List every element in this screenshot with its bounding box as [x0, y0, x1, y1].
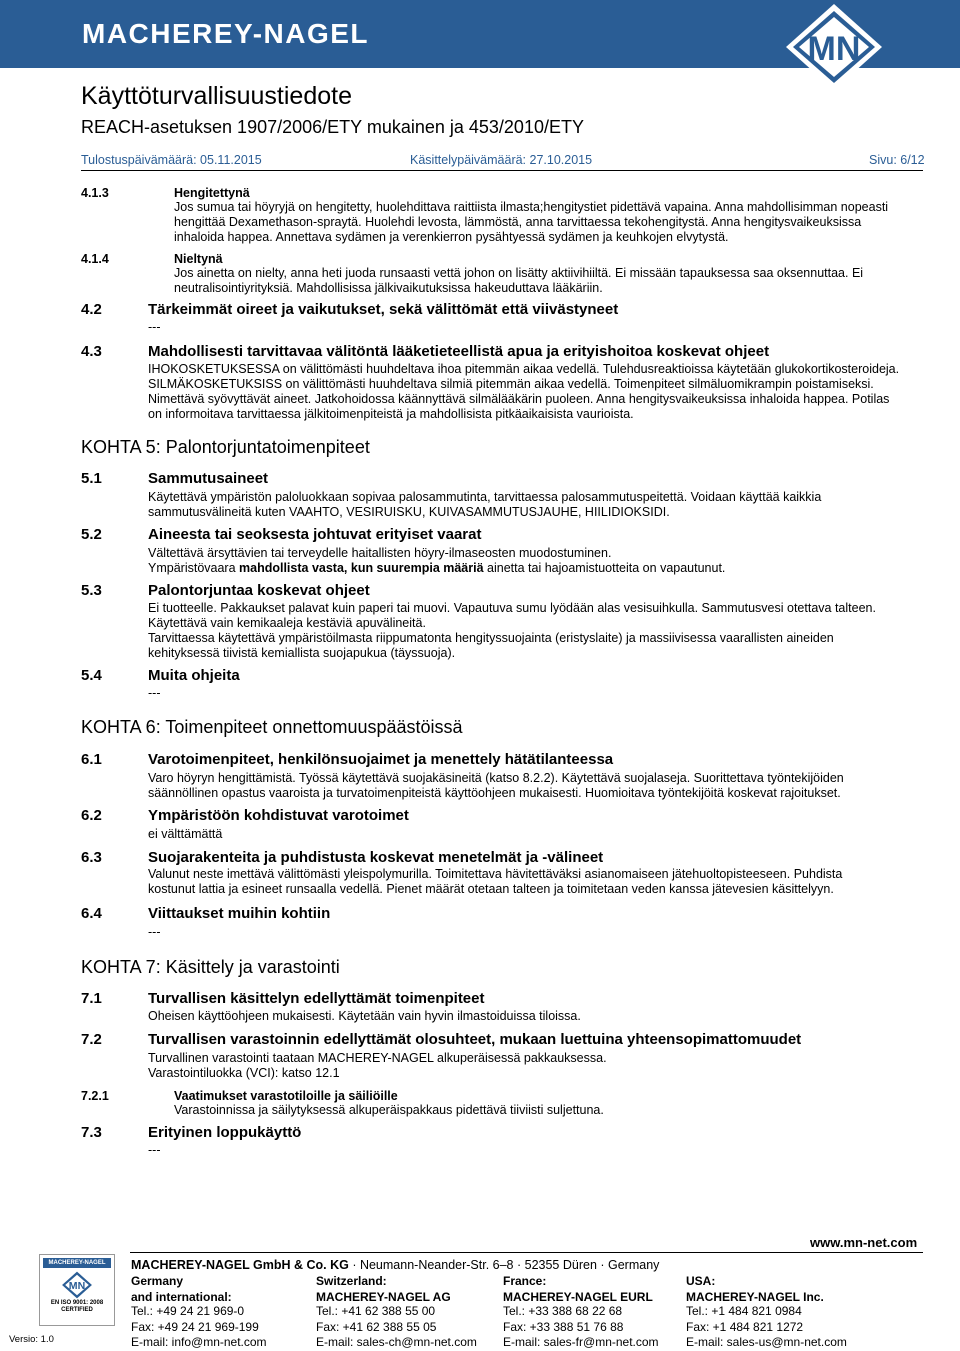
section-number: 7.1	[81, 990, 102, 1007]
header-divider	[81, 170, 923, 171]
section-number: 4.1.3	[81, 186, 109, 200]
section-heading: Nieltynä	[174, 252, 223, 266]
section-number: 5.4	[81, 667, 102, 684]
section-number: 7.2	[81, 1031, 102, 1048]
section-text: Käytettävä ympäristön paloluokkaan sopivaa palosammutinta, tarvittaessa palosammutuspeitettä. Voidaan käyttää kaikkia sammutusvälineitä kuten VAAHTO, VESIRUISKU, KUIVASAMMUTUSJAUHE, HIILIDIOKSIDI.	[148, 490, 822, 519]
contact-germany: Tel.: +49 24 21 969-0 Fax: +49 24 21 969-199 E-mail: info@mn-net.com	[131, 1304, 267, 1349]
chapter-heading: KOHTA 5: Palontorjuntatoimenpiteet	[81, 437, 370, 457]
section-number: 4.2	[81, 301, 102, 318]
chapter-heading: KOHTA 6: Toimenpiteet onnettomuuspäästöissä	[81, 717, 463, 737]
section-text: IHOKOSKETUKSESSA on välittömästi huuhdeltava ihoa pitemmän aikaa vedellä. Tulehdusreaktioissa käytetään glukokortikosteroideja. SILMÄKOSKETUKSISS on välittömästi huuhdeltava silmiä pitemmän aikaa vedellä. Toimenpiteet silmäluomikrampin poistamiseksi. Nimettävä syövyttävät aineet. Jatkohoidossa käännyttävä silmälääkärin puoleen. Anna hengitysvaikeuksissa inhaloida happea. Potilas on informoitava tarvittaessa jälkitoimenpiteistä ja mahdollisista pitkäaikaisista vaurioista.	[148, 362, 900, 421]
section-heading: Ympäristöön kohdistuvat varotoimet	[148, 807, 409, 824]
section-text: ---	[148, 925, 161, 939]
brand-name: MACHEREY-NAGEL	[82, 18, 370, 49]
section-text: ---	[148, 686, 161, 700]
contact-switzerland: Tel.: +41 62 388 55 00 Fax: +41 62 388 55 05 E-mail: sales-ch@mn-net.com	[316, 1304, 477, 1349]
section-number: 7.3	[81, 1124, 102, 1141]
document-subtitle: REACH-asetuksen 1907/2006/ETY mukainen ja 453/2010/ETY	[81, 117, 584, 137]
section-number: 5.1	[81, 470, 102, 487]
section-heading: Mahdollisesti tarvittavaa välitöntä lääketieteellistä apua ja erityishoitoa koskevat ohjeet	[148, 343, 770, 360]
section-heading: Viittaukset muihin kohtiin	[148, 905, 331, 922]
svg-text:MN: MN	[68, 1280, 86, 1293]
svg-text:MN: MN	[807, 30, 861, 68]
section-heading: Palontorjuntaa koskevat ohjeet	[148, 582, 370, 599]
section-heading: Sammutusaineet	[148, 470, 269, 487]
section-text: Varastoinnissa ja säilytyksessä alkuperäispakkaus pidettävä tiiviisti suljettuna.	[174, 1103, 604, 1117]
contact-switzerland-head: Switzerland: MACHEREY-NAGEL AG	[316, 1274, 451, 1304]
section-text: Oheisen käyttöohjeen mukaisesti. Käytetään vain hyvin ilmastoiduissa tiloissa.	[148, 1009, 581, 1023]
section-heading: Turvallisen käsittelyn edellyttämät toimenpiteet	[148, 990, 485, 1007]
contact-germany-head: Germany and international:	[131, 1274, 232, 1304]
iso-certificate-seal: MACHEREY-NAGEL MN EN ISO 9001: 2008 CERTIFIED	[39, 1254, 115, 1326]
section-heading: Vaatimukset varastotiloille ja säiliöille	[174, 1089, 398, 1103]
cert-logo-icon	[60, 1271, 94, 1299]
section-number: 4.3	[81, 343, 102, 360]
contact-france: Tel.: +33 388 68 22 68 Fax: +33 388 51 76 88 E-mail: sales-fr@mn-net.com	[503, 1304, 659, 1349]
footer-divider	[130, 1252, 923, 1253]
section-heading: Turvallisen varastoinnin edellyttämät olosuhteet, mukaan luettuina yhteensopimattomuudet	[148, 1031, 802, 1048]
page-number: Sivu: 6/12	[869, 153, 925, 167]
section-number: 6.2	[81, 807, 102, 824]
section-text: ---	[148, 320, 161, 334]
version-label: Versio: 1.0	[9, 1334, 54, 1345]
contact-usa-head: USA: MACHEREY-NAGEL Inc.	[686, 1274, 824, 1304]
mn-logo	[784, 2, 884, 92]
section-number: 7.2.1	[81, 1089, 109, 1103]
section-text-emphasis: Ympäristövaara mahdollista vasta, kun suurempia määriä ainetta tai hajoamistuotteita on vapautunut.	[148, 561, 726, 575]
section-text: Jos ainetta on nielty, anna heti juoda runsaasti vettä johon on lisätty aktiivihiiltä. Ei missään tapauksessa saa oksennuttaa. Ei neutralisointiyrityksiä. Mahdollisissa jälkivaikutuksissa hakeuduttava lääkäriin.	[174, 266, 864, 295]
print-date: Tulostuspäivämäärä: 05.11.2015	[81, 153, 262, 167]
section-text: ---	[148, 1143, 161, 1157]
section-heading: Suojarakenteita ja puhdistusta koskevat menetelmät ja -välineet	[148, 849, 604, 866]
section-heading: Muita ohjeita	[148, 667, 240, 684]
section-text: Vältettävä ärsyttävien tai terveydelle haitallisten höyry-ilmaseosten muodostuminen.	[148, 546, 612, 560]
document-title: Käyttöturvallisuustiedote	[81, 82, 352, 110]
section-number: 5.2	[81, 526, 102, 543]
process-date: Käsittelypäivämäärä: 27.10.2015	[410, 153, 593, 167]
section-number: 4.1.4	[81, 252, 109, 266]
section-heading: Hengitettynä	[174, 186, 250, 200]
contact-usa: Tel.: +1 484 821 0984 Fax: +1 484 821 1272 E-mail: sales-us@mn-net.com	[686, 1304, 847, 1349]
section-text: Varo höyryn hengittämistä. Työssä käytettävä suojakäsineitä (katso 8.2.2). Käytettävä suojalaseja. Suorittettava työntekijöiden säännöllinen opastus vaaroista ja turvatoimenpiteistä käyttöohjeen mukaisesti. Huomioitava työntekijöitä koskevat rajoitukset.	[148, 771, 844, 800]
section-number: 6.4	[81, 905, 102, 922]
company-line: MACHEREY-NAGEL GmbH & Co. KG · Neumann-Neander-Str. 6–8 · 52355 Düren · Germany	[131, 1258, 660, 1272]
contact-france-head: France: MACHEREY-NAGEL EURL	[503, 1274, 653, 1304]
section-number: 6.3	[81, 849, 102, 866]
section-text: ei välttämättä	[148, 827, 223, 841]
section-heading: Aineesta tai seoksesta johtuvat erityiset vaarat	[148, 526, 482, 543]
section-text: Turvallinen varastointi taataan MACHEREY-NAGEL alkuperäisessä pakkauksessa. Varastointiluokka (VCI): katso 12.1	[148, 1051, 607, 1080]
chapter-heading: KOHTA 7: Käsittely ja varastointi	[81, 957, 340, 977]
section-heading: Erityinen loppukäyttö	[148, 1124, 302, 1141]
section-number: 5.3	[81, 582, 102, 599]
section-heading: Tärkeimmät oireet ja vaikutukset, sekä välittömät että viivästyneet	[148, 301, 619, 318]
section-number: 6.1	[81, 751, 102, 768]
section-text: Jos sumua tai höyryjä on hengitetty, huolehdittava raittiista ilmasta;hengitystiet pidettävä vapaina. Anna mahdollisimman nopeasti hengittää Dexamethason-spraytä. Huolehdi levosta, lämmöstä, anna tarvittaessa tekohengitystä. Anna hengitysvaikeuksissa inhaloida happea. Annettava sydämen ja verenkierron pysähtyessä sydämen ja keuhkojen elvytystä.	[174, 200, 889, 244]
section-text: Valunut neste imettävä välittömästi yleispolymurilla. Toimitettava hävitettäväksi asianomaiseen jätehuoltopisteeseen. Puhdista kostunut lattia ja esineet runsaalla vedellä. Pienet määrät otetaan talteen ja toimitetaan veden kanssa jätevesien käsittelyyn.	[148, 867, 843, 896]
section-heading: Varotoimenpiteet, henkilönsuojaimet ja menettely hätätilanteessa	[148, 751, 614, 768]
footer-website: www.mn-net.com	[810, 1235, 918, 1250]
section-text: Ei tuotteelle. Pakkaukset palavat kuin paperi tai muovi. Vapautuva sumu lyödään alas vesisuihkulla. Sammutusvesi otettava talteen. Käytettävä vain kemikaaleja kestäviä apuvälineitä. Tarvittaessa käytettävä ympäristöilmasta riippumatonta hengityssuojainta (eristyslaite) ja massiivisessa vaarallisten aineiden kehityksessä tiivistä kemiallista suojapukua (täyssuoja).	[148, 601, 876, 660]
